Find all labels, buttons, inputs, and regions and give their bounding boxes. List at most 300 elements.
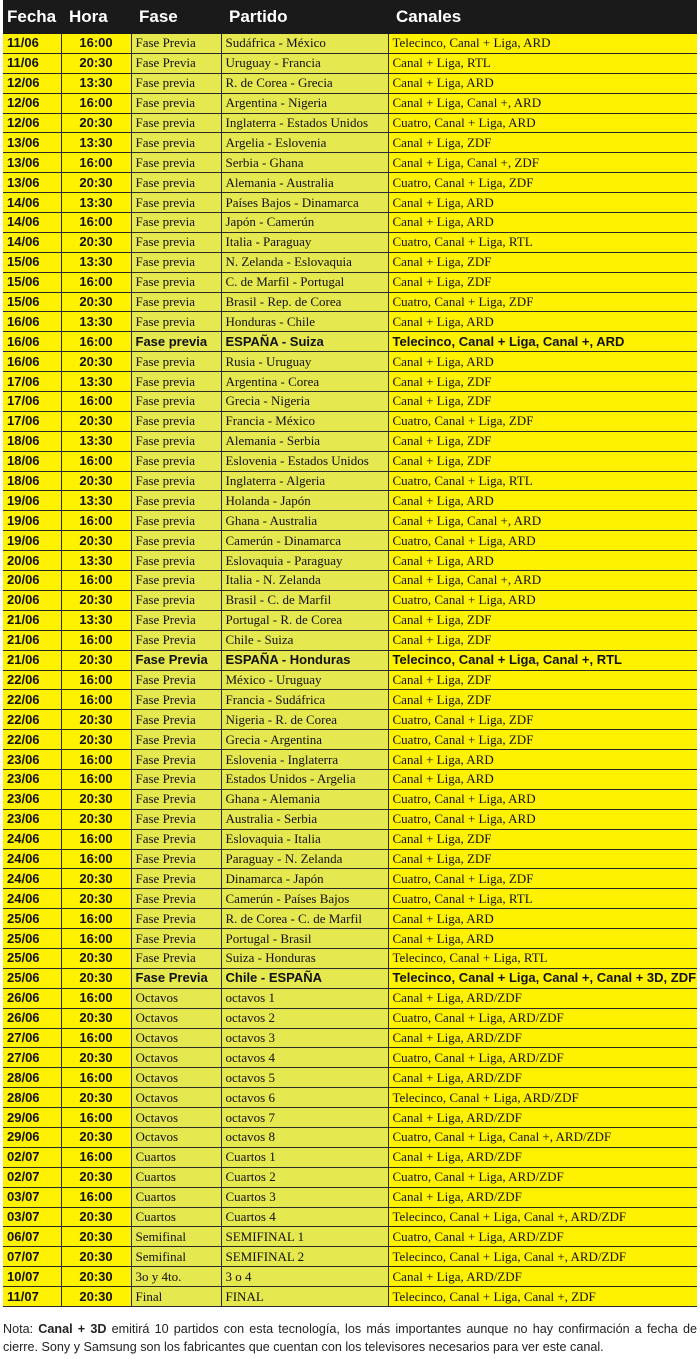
cell-hora: 20:30 <box>61 1167 131 1187</box>
table-row <box>3 809 697 829</box>
cell-fecha: 24/06 <box>3 849 61 869</box>
cell-fase: Fase Previa <box>131 809 221 829</box>
cell-fecha: 19/06 <box>3 511 61 531</box>
cell-fecha: 29/06 <box>3 1108 61 1128</box>
cell-fecha: 12/06 <box>3 93 61 113</box>
cell-partido: Dinamarca - Japón <box>221 869 388 889</box>
table-row <box>3 392 697 412</box>
cell-canales: Canal + Liga, Canal +, ARD <box>388 93 697 113</box>
cell-partido: México - Uruguay <box>221 670 388 690</box>
cell-partido: Australia - Serbia <box>221 809 388 829</box>
table-row <box>3 1167 697 1187</box>
cell-fase: Fase previa <box>131 193 221 213</box>
cell-hora: 16:00 <box>61 93 131 113</box>
table-row <box>3 909 697 929</box>
cell-fase: Semifinal <box>131 1227 221 1247</box>
cell-hora: 13:30 <box>61 372 131 392</box>
cell-hora: 20:30 <box>61 590 131 610</box>
cell-fecha: 23/06 <box>3 750 61 770</box>
cell-fase: Fase Previa <box>131 769 221 789</box>
cell-hora: 20:30 <box>61 1048 131 1068</box>
cell-canales: Canal + Liga, ARD <box>388 551 697 571</box>
cell-fase: Fase previa <box>131 392 221 412</box>
cell-canales: Canal + Liga, ARD <box>388 312 697 332</box>
cell-canales: Cuatro, Canal + Liga, ARD <box>388 789 697 809</box>
cell-canales: Canal + Liga, ZDF <box>388 372 697 392</box>
table-row <box>3 1187 697 1207</box>
cell-canales: Canal + Liga, ARD/ZDF <box>388 1267 697 1287</box>
cell-canales: Canal + Liga, ZDF <box>388 849 697 869</box>
cell-partido: octavos 3 <box>221 1028 388 1048</box>
cell-hora: 20:30 <box>61 173 131 193</box>
cell-canales: Canal + Liga, ARD <box>388 73 697 93</box>
table-row <box>3 491 697 511</box>
table-row <box>3 93 697 113</box>
cell-canales: Canal + Liga, ARD <box>388 193 697 213</box>
cell-hora: 16:00 <box>61 511 131 531</box>
cell-canales: Canal + Liga, ARD/ZDF <box>388 1108 697 1128</box>
cell-canales: Canal + Liga, RTL <box>388 53 697 73</box>
cell-canales: Telecinco, Canal + Liga, RTL <box>388 948 697 968</box>
cell-fase: Fase previa <box>131 332 221 352</box>
cell-fase: Fase Previa <box>131 869 221 889</box>
cell-canales: Telecinco, Canal + Liga, Canal +, RTL <box>388 650 697 670</box>
cell-fecha: 15/06 <box>3 272 61 292</box>
cell-fecha: 17/06 <box>3 411 61 431</box>
cell-fecha: 17/06 <box>3 372 61 392</box>
table-row <box>3 670 697 690</box>
cell-fase: Fase Previa <box>131 670 221 690</box>
cell-fase: Cuartos <box>131 1187 221 1207</box>
cell-fecha: 20/06 <box>3 590 61 610</box>
cell-fase: Fase previa <box>131 153 221 173</box>
table-row <box>3 869 697 889</box>
cell-partido: Holanda - Japón <box>221 491 388 511</box>
cell-fecha: 16/06 <box>3 332 61 352</box>
cell-hora: 13:30 <box>61 491 131 511</box>
note-bold: Canal + 3D <box>38 1322 107 1336</box>
cell-fase: Fase previa <box>131 73 221 93</box>
cell-hora: 20:30 <box>61 730 131 750</box>
cell-fecha: 20/06 <box>3 571 61 591</box>
cell-canales: Cuatro, Canal + Liga, RTL <box>388 232 697 252</box>
cell-canales: Canal + Liga, ZDF <box>388 630 697 650</box>
cell-partido: Italia - Paraguay <box>221 232 388 252</box>
cell-fase: Fase previa <box>131 451 221 471</box>
cell-fase: Octavos <box>131 1108 221 1128</box>
cell-partido: C. de Marfil - Portugal <box>221 272 388 292</box>
cell-fecha: 19/06 <box>3 531 61 551</box>
cell-fecha: 14/06 <box>3 193 61 213</box>
cell-fecha: 25/06 <box>3 948 61 968</box>
cell-partido: Italia - N. Zelanda <box>221 571 388 591</box>
cell-fase: Fase previa <box>131 272 221 292</box>
cell-fase: Fase previa <box>131 431 221 451</box>
cell-fecha: 14/06 <box>3 232 61 252</box>
cell-hora: 16:00 <box>61 988 131 1008</box>
cell-fecha: 17/06 <box>3 392 61 412</box>
cell-fase: Fase previa <box>131 551 221 571</box>
cell-fase: Fase previa <box>131 590 221 610</box>
cell-fase: Fase Previa <box>131 929 221 949</box>
table-row <box>3 551 697 571</box>
cell-fase: Fase previa <box>131 531 221 551</box>
cell-partido: SEMIFINAL 2 <box>221 1247 388 1267</box>
cell-partido: Francia - Sudáfrica <box>221 690 388 710</box>
table-row <box>3 968 697 988</box>
cell-fase: Fase previa <box>131 173 221 193</box>
table-row <box>3 113 697 133</box>
table-row <box>3 1008 697 1028</box>
cell-hora: 16:00 <box>61 929 131 949</box>
cell-partido: Argelia - Eslovenia <box>221 133 388 153</box>
cell-hora: 13:30 <box>61 312 131 332</box>
cell-hora: 16:00 <box>61 213 131 233</box>
cell-fecha: 02/07 <box>3 1147 61 1167</box>
cell-fase: Octavos <box>131 1088 221 1108</box>
cell-partido: octavos 1 <box>221 988 388 1008</box>
cell-canales: Canal + Liga, ARD <box>388 352 697 372</box>
cell-hora: 16:00 <box>61 750 131 770</box>
cell-fase: Fase Previa <box>131 829 221 849</box>
cell-canales: Cuatro, Canal + Liga, ARD/ZDF <box>388 1008 697 1028</box>
cell-fecha: 24/06 <box>3 869 61 889</box>
cell-partido: Uruguay - Francia <box>221 53 388 73</box>
cell-fase: Octavos <box>131 1127 221 1147</box>
table-row <box>3 1147 697 1167</box>
cell-fase: Fase previa <box>131 292 221 312</box>
cell-hora: 16:00 <box>61 272 131 292</box>
cell-fecha: 22/06 <box>3 670 61 690</box>
table-row <box>3 1207 697 1227</box>
cell-fase: Octavos <box>131 1008 221 1028</box>
cell-hora: 20:30 <box>61 789 131 809</box>
cell-hora: 13:30 <box>61 133 131 153</box>
cell-canales: Canal + Liga, Canal +, ZDF <box>388 153 697 173</box>
cell-partido: octavos 7 <box>221 1108 388 1128</box>
cell-partido: Cuartos 4 <box>221 1207 388 1227</box>
cell-canales: Telecinco, Canal + Liga, Canal +, ARD <box>388 332 697 352</box>
cell-hora: 20:30 <box>61 809 131 829</box>
cell-hora: 16:00 <box>61 34 131 53</box>
table-row <box>3 1048 697 1068</box>
cell-partido: Inglaterra - Estados Unidos <box>221 113 388 133</box>
cell-hora: 16:00 <box>61 1028 131 1048</box>
cell-fecha: 26/06 <box>3 988 61 1008</box>
table-row <box>3 829 697 849</box>
cell-canales: Telecinco, Canal + Liga, Canal +, ARD/ZDF <box>388 1207 697 1227</box>
cell-partido: Países Bajos - Dinamarca <box>221 193 388 213</box>
cell-canales: Canal + Liga, ARD <box>388 491 697 511</box>
cell-canales: Cuatro, Canal + Liga, ARD <box>388 809 697 829</box>
cell-partido: octavos 4 <box>221 1048 388 1068</box>
cell-canales: Canal + Liga, ZDF <box>388 272 697 292</box>
cell-fase: Fase previa <box>131 312 221 332</box>
cell-hora: 13:30 <box>61 610 131 630</box>
table-row <box>3 929 697 949</box>
cell-partido: R. de Corea - Grecia <box>221 73 388 93</box>
cell-canales: Cuatro, Canal + Liga, Canal +, ARD/ZDF <box>388 1127 697 1147</box>
table-body <box>3 34 697 1307</box>
cell-canales: Canal + Liga, ZDF <box>388 610 697 630</box>
note-text: emitirá 10 partidos con esta tecnología, los más importantes aunque no hay confirmación a fecha de cierre. Sony y Samsung son los fabricantes que cuentan con los televisores necesarios para ver este canal. <box>3 1322 697 1354</box>
table-row <box>3 53 697 73</box>
cell-fecha: 15/06 <box>3 252 61 272</box>
cell-fase: Fase previa <box>131 352 221 372</box>
cell-hora: 20:30 <box>61 53 131 73</box>
cell-fase: Fase previa <box>131 93 221 113</box>
cell-fase: Octavos <box>131 988 221 1008</box>
cell-partido: Brasil - Rep. de Corea <box>221 292 388 312</box>
cell-canales: Canal + Liga, ARD/ZDF <box>388 988 697 1008</box>
cell-partido: Inglaterra - Algeria <box>221 471 388 491</box>
cell-partido: Paraguay - N. Zelanda <box>221 849 388 869</box>
cell-canales: Cuatro, Canal + Liga, ARD <box>388 113 697 133</box>
cell-fecha: 16/06 <box>3 312 61 332</box>
table-row <box>3 372 697 392</box>
cell-hora: 16:00 <box>61 1187 131 1207</box>
cell-partido: SEMIFINAL 1 <box>221 1227 388 1247</box>
cell-partido: Cuartos 3 <box>221 1187 388 1207</box>
table-row <box>3 451 697 471</box>
cell-fecha: 03/07 <box>3 1207 61 1227</box>
cell-fase: Octavos <box>131 1028 221 1048</box>
cell-canales: Cuatro, Canal + Liga, ARD <box>388 590 697 610</box>
cell-hora: 20:30 <box>61 889 131 909</box>
cell-canales: Canal + Liga, ARD <box>388 769 697 789</box>
cell-hora: 20:30 <box>61 352 131 372</box>
cell-hora: 16:00 <box>61 829 131 849</box>
cell-partido: Serbia - Ghana <box>221 153 388 173</box>
cell-fecha: 18/06 <box>3 431 61 451</box>
cell-canales: Canal + Liga, ARD/ZDF <box>388 1028 697 1048</box>
table-row <box>3 769 697 789</box>
cell-fecha: 27/06 <box>3 1048 61 1068</box>
cell-fecha: 29/06 <box>3 1127 61 1147</box>
cell-fecha: 20/06 <box>3 551 61 571</box>
cell-fecha: 12/06 <box>3 73 61 93</box>
cell-fase: Cuartos <box>131 1147 221 1167</box>
cell-canales: Telecinco, Canal + Liga, Canal +, ARD/ZDF <box>388 1247 697 1267</box>
cell-hora: 16:00 <box>61 451 131 471</box>
cell-hora: 16:00 <box>61 332 131 352</box>
cell-partido: octavos 8 <box>221 1127 388 1147</box>
cell-partido: octavos 2 <box>221 1008 388 1028</box>
cell-hora: 20:30 <box>61 650 131 670</box>
cell-fecha: 07/07 <box>3 1247 61 1267</box>
cell-fase: Fase Previa <box>131 968 221 988</box>
table-row <box>3 948 697 968</box>
cell-canales: Canal + Liga, ARD/ZDF <box>388 1147 697 1167</box>
cell-fecha: 02/07 <box>3 1167 61 1187</box>
cell-partido: Cuartos 2 <box>221 1167 388 1187</box>
table-row <box>3 710 697 730</box>
cell-hora: 20:30 <box>61 1247 131 1267</box>
cell-canales: Cuatro, Canal + Liga, ARD/ZDF <box>388 1048 697 1068</box>
cell-hora: 20:30 <box>61 1088 131 1108</box>
table-row <box>3 1227 697 1247</box>
cell-partido: Camerún - Dinamarca <box>221 531 388 551</box>
table-row <box>3 590 697 610</box>
cell-fecha: 14/06 <box>3 213 61 233</box>
cell-hora: 13:30 <box>61 551 131 571</box>
cell-canales: Canal + Liga, ARD <box>388 750 697 770</box>
cell-fecha: 13/06 <box>3 173 61 193</box>
cell-partido: Nigeria - R. de Corea <box>221 710 388 730</box>
cell-hora: 20:30 <box>61 1207 131 1227</box>
cell-partido: Sudáfrica - México <box>221 34 388 53</box>
cell-fecha: 23/06 <box>3 789 61 809</box>
table-row <box>3 292 697 312</box>
cell-fecha: 10/07 <box>3 1267 61 1287</box>
cell-hora: 13:30 <box>61 431 131 451</box>
cell-fecha: 11/07 <box>3 1287 61 1307</box>
cell-fase: Fase previa <box>131 491 221 511</box>
cell-fase: Fase Previa <box>131 650 221 670</box>
table-row <box>3 889 697 909</box>
cell-partido: Estados Unidos - Argelia <box>221 769 388 789</box>
cell-fase: Fase Previa <box>131 948 221 968</box>
cell-canales: Cuatro, Canal + Liga, ZDF <box>388 173 697 193</box>
cell-partido: ESPAÑA - Honduras <box>221 650 388 670</box>
cell-fase: Fase previa <box>131 213 221 233</box>
cell-hora: 16:00 <box>61 690 131 710</box>
header-canales: Canales <box>388 0 697 34</box>
cell-canales: Canal + Liga, ZDF <box>388 431 697 451</box>
cell-hora: 20:30 <box>61 1008 131 1028</box>
cell-fase: Fase previa <box>131 113 221 133</box>
cell-canales: Canal + Liga, ARD/ZDF <box>388 1068 697 1088</box>
cell-fase: Cuartos <box>131 1207 221 1227</box>
cell-partido: Camerún - Países Bajos <box>221 889 388 909</box>
cell-fecha: 21/06 <box>3 650 61 670</box>
table-row <box>3 34 697 53</box>
table-row <box>3 133 697 153</box>
cell-fase: Octavos <box>131 1068 221 1088</box>
table-row <box>3 1127 697 1147</box>
table-row <box>3 1287 697 1307</box>
table-row <box>3 352 697 372</box>
note-prefix: Nota: <box>3 1322 39 1336</box>
table-row <box>3 1028 697 1048</box>
cell-partido: Ghana - Australia <box>221 511 388 531</box>
cell-fase: Fase previa <box>131 372 221 392</box>
cell-fase: Fase previa <box>131 133 221 153</box>
table-row <box>3 1267 697 1287</box>
cell-canales: Cuatro, Canal + Liga, ARD/ZDF <box>388 1227 697 1247</box>
cell-fecha: 28/06 <box>3 1088 61 1108</box>
cell-partido: Eslovaquia - Italia <box>221 829 388 849</box>
cell-canales: Canal + Liga, ZDF <box>388 690 697 710</box>
cell-hora: 20:30 <box>61 1287 131 1307</box>
cell-fase: Fase Previa <box>131 849 221 869</box>
cell-fecha: 25/06 <box>3 909 61 929</box>
cell-canales: Telecinco, Canal + Liga, ARD <box>388 34 697 53</box>
cell-fase: Fase Previa <box>131 34 221 53</box>
cell-partido: Argentina - Corea <box>221 372 388 392</box>
cell-fecha: 21/06 <box>3 630 61 650</box>
cell-fase: Fase previa <box>131 411 221 431</box>
cell-canales: Cuatro, Canal + Liga, ZDF <box>388 292 697 312</box>
table-row <box>3 1068 697 1088</box>
cell-canales: Cuatro, Canal + Liga, RTL <box>388 889 697 909</box>
cell-fase: Fase previa <box>131 232 221 252</box>
cell-fase: Fase Previa <box>131 710 221 730</box>
cell-partido: Suiza - Honduras <box>221 948 388 968</box>
table-row <box>3 252 697 272</box>
header-hora: Hora <box>61 0 131 34</box>
cell-canales: Cuatro, Canal + Liga, ZDF <box>388 710 697 730</box>
cell-partido: Grecia - Nigeria <box>221 392 388 412</box>
cell-canales: Canal + Liga, ZDF <box>388 252 697 272</box>
cell-fase: Cuartos <box>131 1167 221 1187</box>
cell-partido: Cuartos 1 <box>221 1147 388 1167</box>
cell-partido: Eslovaquia - Paraguay <box>221 551 388 571</box>
cell-fecha: 16/06 <box>3 352 61 372</box>
match-schedule-table <box>3 0 697 1307</box>
cell-hora: 20:30 <box>61 710 131 730</box>
cell-partido: FINAL <box>221 1287 388 1307</box>
cell-fecha: 26/06 <box>3 1008 61 1028</box>
cell-fase: Fase Previa <box>131 750 221 770</box>
cell-fase: 3o y 4to. <box>131 1267 221 1287</box>
table-row <box>3 531 697 551</box>
cell-fecha: 15/06 <box>3 292 61 312</box>
cell-partido: Grecia - Argentina <box>221 730 388 750</box>
table-row <box>3 1108 697 1128</box>
cell-fase: Fase Previa <box>131 690 221 710</box>
table-row <box>3 232 697 252</box>
cell-fase: Octavos <box>131 1048 221 1068</box>
cell-hora: 20:30 <box>61 1227 131 1247</box>
cell-partido: Portugal - R. de Corea <box>221 610 388 630</box>
cell-canales: Telecinco, Canal + Liga, Canal +, Canal + 3D, ZDF <box>388 968 697 988</box>
cell-fase: Fase Previa <box>131 909 221 929</box>
cell-hora: 16:00 <box>61 909 131 929</box>
cell-hora: 20:30 <box>61 411 131 431</box>
cell-partido: ESPAÑA - Suiza <box>221 332 388 352</box>
table-row <box>3 988 697 1008</box>
table-row <box>3 1088 697 1108</box>
cell-partido: R. de Corea - C. de Marfil <box>221 909 388 929</box>
cell-hora: 20:30 <box>61 869 131 889</box>
cell-fecha: 22/06 <box>3 690 61 710</box>
header-fase: Fase <box>131 0 221 34</box>
cell-partido: Eslovenia - Inglaterra <box>221 750 388 770</box>
cell-fase: Final <box>131 1287 221 1307</box>
cell-partido: Chile - Suiza <box>221 630 388 650</box>
cell-fecha: 06/07 <box>3 1227 61 1247</box>
table-row <box>3 193 697 213</box>
table-row <box>3 571 697 591</box>
cell-fecha: 18/06 <box>3 451 61 471</box>
header-fecha: Fecha <box>3 0 61 34</box>
cell-partido: Eslovenia - Estados Unidos <box>221 451 388 471</box>
cell-canales: Telecinco, Canal + Liga, Canal +, ZDF <box>388 1287 697 1307</box>
cell-fecha: 25/06 <box>3 968 61 988</box>
cell-hora: 16:00 <box>61 1068 131 1088</box>
table-row <box>3 312 697 332</box>
cell-hora: 16:00 <box>61 630 131 650</box>
cell-hora: 20:30 <box>61 948 131 968</box>
cell-canales: Canal + Liga, ARD <box>388 929 697 949</box>
table-row <box>3 1247 697 1267</box>
cell-canales: Canal + Liga, ZDF <box>388 829 697 849</box>
cell-partido: Brasil - C. de Marfil <box>221 590 388 610</box>
cell-fase: Fase Previa <box>131 789 221 809</box>
table-header <box>3 0 697 34</box>
cell-hora: 16:00 <box>61 1108 131 1128</box>
